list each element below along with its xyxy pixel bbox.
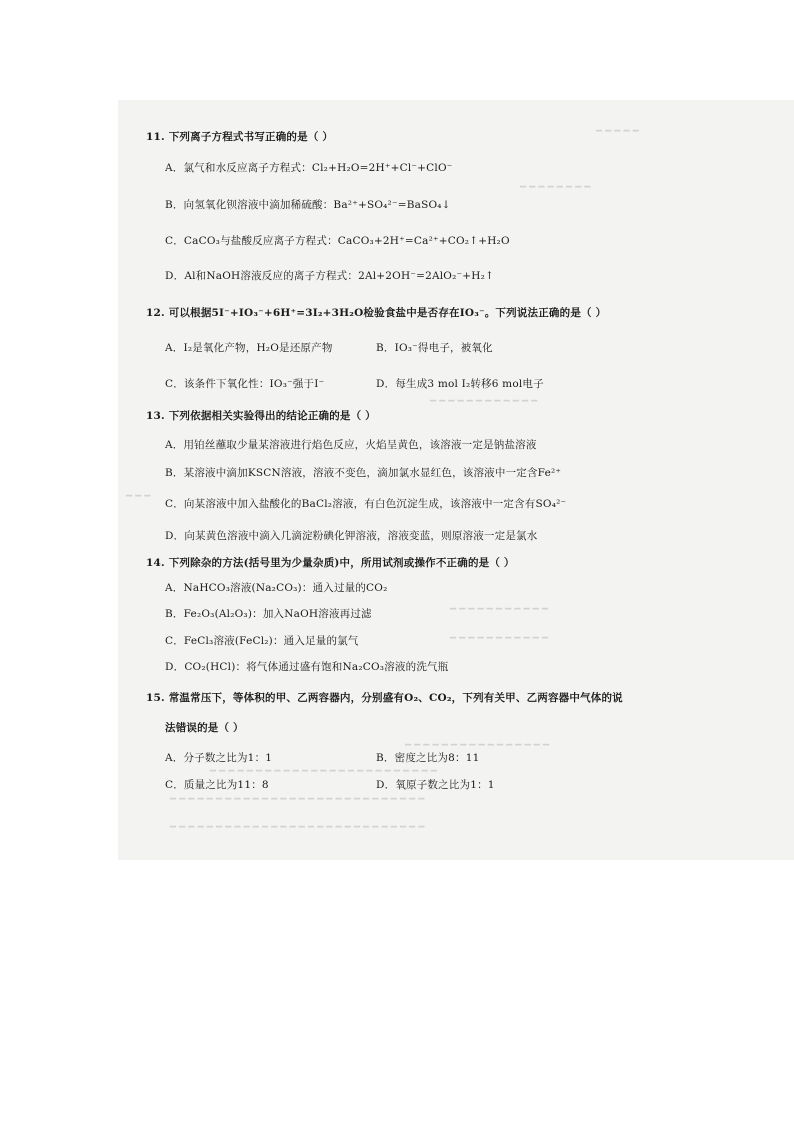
question-15-option-c: C．质量之比为11：8 — [165, 779, 269, 791]
question-12-option-a: A．I₂是氧化产物，H₂O是还原产物 — [165, 342, 333, 354]
bleed-through-text: ━ ━ ━ ━ ━ ━ ━ ━ ━ ━ ━ ━ ━ ━ ━ ━ ━ ━ ━ ━ ━ ━ ━ ━ ━ ━ ━ ━ — [170, 794, 425, 805]
question-12-option-b: B．IO₃⁻得电子，被氧化 — [376, 342, 493, 354]
question-14-stem: 14. 下列除杂的方法(括号里为少量杂质)中，所用试剂或操作不正确的是（ ） — [146, 557, 515, 569]
question-13-stem: 13. 下列依据相关实验得出的结论正确的是（ ） — [146, 410, 376, 422]
question-11-stem: 11. 下列离子方程式书写正确的是（ ） — [146, 131, 334, 143]
question-13-option-d: D．向某黄色溶液中滴入几滴淀粉碘化钾溶液，溶液变蓝，则原溶液一定是氯水 — [165, 530, 538, 542]
bleed-through-text: ━ ━ ━ ━ ━ ━ ━ ━ ━ ━ ━ ━ ━ ━ ━ ━ — [405, 740, 550, 751]
bleed-through-text: ━ ━ ━ ━ ━ ━ ━ ━ ━ ━ ━ ━ ━ ━ ━ ━ ━ ━ ━ ━ ━ ━ ━ ━ ━ — [210, 766, 437, 777]
question-13-option-c: C．向某溶液中加入盐酸化的BaCl₂溶液，有白色沉淀生成，该溶液中一定含有SO₄²⁻ — [165, 498, 567, 510]
question-11-option-c: C．CaCO₃与盐酸反应离子方程式：CaCO₃+2H⁺=Ca²⁺+CO₂↑+H₂O — [165, 235, 510, 247]
question-14-option-a: A．NaHCO₃溶液(Na₂CO₃)：通入过量的CO₂ — [165, 582, 388, 594]
question-14-option-b: B．Fe₂O₃(Al₂O₃)：加入NaOH溶液再过滤 — [165, 608, 372, 620]
question-14-option-c: C．FeCl₃溶液(FeCl₂)：通入足量的氯气 — [165, 635, 359, 647]
question-12-option-d: D．每生成3 mol I₂转移6 mol电子 — [376, 378, 544, 390]
question-15-option-b: B．密度之比为8：11 — [376, 752, 480, 764]
question-13-option-b: B．某溶液中滴加KSCN溶液，溶液不变色，滴加氯水显红色，该溶液中一定含Fe²⁺ — [165, 467, 562, 479]
question-15-stem: 15. 常温常压下，等体积的甲、乙两容器内，分别盛有O₂、CO₂，下列有关甲、乙两容器中气体的说 — [146, 692, 623, 704]
question-13-option-a: A．用铂丝蘸取少量某溶液进行焰色反应，火焰呈黄色，该溶液一定是钠盐溶液 — [165, 439, 537, 451]
bleed-through-text: ━ ━ ━ ━ ━ ━ ━ ━ ━ ━ ━ — [450, 604, 549, 615]
bleed-through-text: ━ ━ ━ — [126, 491, 151, 502]
bleed-through-text: ━ ━ ━ ━ ━ ━ ━ ━ ━ ━ ━ ━ — [430, 396, 538, 407]
question-11-option-a: A．氯气和水反应离子方程式：Cl₂+H₂O=2H⁺+Cl⁻+ClO⁻ — [165, 162, 453, 174]
bleed-through-text: ━ ━ ━ ━ ━ ━ ━ ━ ━ ━ ━ ━ ━ ━ ━ ━ ━ ━ ━ ━ ━ ━ ━ ━ ━ ━ ━ ━ — [170, 822, 425, 833]
question-11-option-d: D．Al和NaOH溶液反应的离子方程式：2Al+2OH⁻=2AlO₂⁻+H₂↑ — [165, 270, 495, 282]
question-11-option-b: B．向氢氧化钡溶液中滴加稀硫酸：Ba²⁺+SO₄²⁻=BaSO₄↓ — [165, 199, 451, 211]
question-12-stem: 12. 可以根据5I⁻+IO₃⁻+6H⁺=3I₂+3H₂O检验食盐中是否存在IO₃⁻。下列说法正确的是（ ） — [146, 307, 607, 319]
question-15-option-d: D．氧原子数之比为1：1 — [376, 779, 495, 791]
question-14-option-d: D．CO₂(HCl)：将气体通过盛有饱和Na₂CO₃溶液的洗气瓶 — [165, 661, 449, 673]
bleed-through-text: ━ ━ ━ ━ ━ — [596, 126, 639, 137]
question-15-stem-continuation: 法错误的是（ ） — [165, 722, 244, 734]
question-12-option-c: C．该条件下氧化性：IO₃⁻强于I⁻ — [165, 378, 325, 390]
bleed-through-text: ━ ━ ━ ━ ━ ━ ━ ━ — [520, 182, 591, 193]
bleed-through-text: ━ ━ ━ ━ ━ ━ ━ ━ ━ ━ ━ — [450, 633, 549, 644]
question-15-option-a: A．分子数之比为1：1 — [165, 752, 273, 764]
